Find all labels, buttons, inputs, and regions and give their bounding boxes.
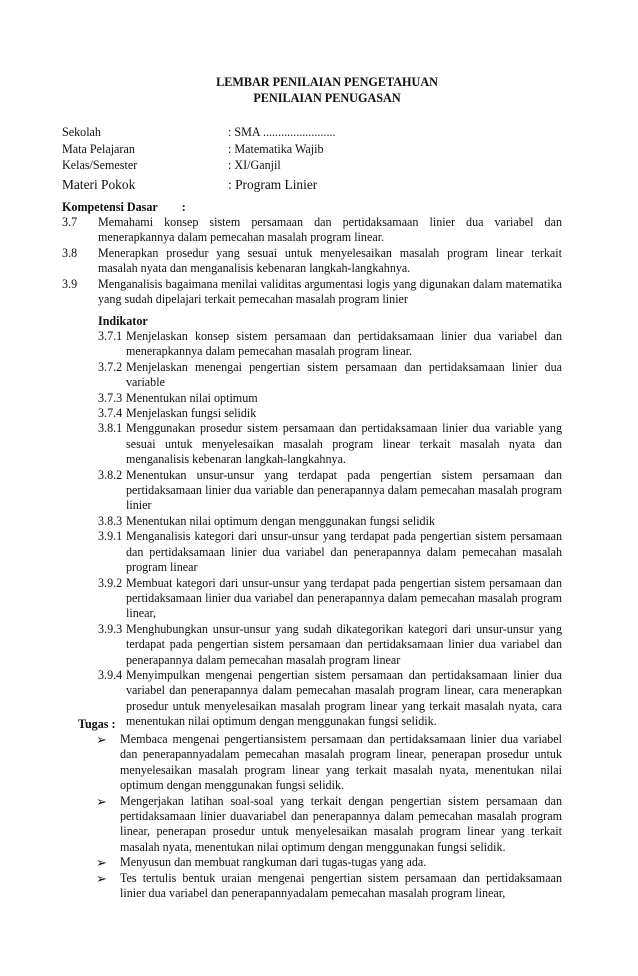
kompetensi-item (62, 277, 562, 308)
document-title: LEMBAR PENILAIAN PENGETAHUAN (216, 75, 438, 89)
indikator-text: Menjelaskan menengai pengertian sistem persamaan dan pertidaksamaan linier dua variable (126, 359, 562, 390)
indikator-number: 3.7.3 (98, 390, 123, 405)
indikator-text: Menjelaskan konsep sistem persamaan dan pertidaksamaan linier dua variabel dan menerapkannya dalam pemecahan masalah program linear. (126, 329, 562, 359)
kompetensi-item (62, 246, 562, 277)
indikator-number: 3.9.3 (98, 621, 123, 636)
tugas-item (96, 732, 562, 794)
indikator-item (98, 576, 562, 622)
indikator-text: Menggunakan prosedur sistem persamaan dan pertidaksamaan linier dua variable yang sesuai untuk menyelesaikan masalah program linear terkait masalah nyata dan menganalisis kebenaran langkah-langkahnya. (126, 421, 562, 467)
tugas-text: Membaca mengenai pengertiansistem persamaan dan pertidaksamaan linier dua variabel dan penerapannyadalam pemecahan masalah program linear, penerapan prosedur untuk menyelesaikan masalah program linear yang terkait masalah nyata, menentukan nilai optimum dengan menggunakan fungsi selidik. (120, 732, 562, 793)
indikator-text: Membuat kategori dari unsur-unsur yang terdapat pada pengertian sistem persamaan dan pertidaksamaan linier dua variabel dan penerapannya dalam pemecahan masalah program linear, (126, 575, 562, 621)
indikator-item (98, 468, 562, 514)
arrow-bullet-icon: ➢ (96, 732, 107, 747)
indikator-text: Menentukan nilai optimum (126, 390, 258, 405)
indikator-item (98, 668, 562, 730)
info-value: : Program Linier (228, 176, 318, 192)
kompetensi-text: Memahami konsep sistem persamaan dan pertidaksamaan linier dua variabel dan menerapkannya dalam pemecahan masalah program linear. (98, 215, 562, 245)
indikator-text: Menjelaskan fungsi selidik (126, 406, 257, 421)
tugas-list (96, 732, 562, 901)
info-label: Sekolah (62, 125, 101, 139)
info-value: : SMA ........................ (228, 125, 336, 139)
document-subtitle: PENILAIAN PENUGASAN (253, 91, 401, 105)
kompetensi-number: 3.7 (62, 215, 78, 229)
indikator-number: 3.7.4 (98, 406, 123, 421)
indikator-number: 3.8.1 (98, 421, 123, 436)
kompetensi-item (62, 215, 562, 246)
indikator-item (98, 622, 562, 668)
kompetensi-number: 3.8 (62, 245, 78, 260)
tugas-text: Menyusun dan membuat rangkuman dari tugas-tugas yang ada. (120, 855, 427, 870)
tugas-item (96, 871, 562, 902)
info-label: Mata Pelajaran (62, 141, 135, 156)
info-table (62, 125, 562, 194)
indikator-text: Menentukan nilai optimum dengan menggunakan fungsi selidik (126, 513, 436, 528)
indikator-number: 3.9.4 (98, 667, 123, 682)
info-row-mata-pelajaran (62, 142, 562, 159)
indikator-item (98, 421, 562, 467)
indikator-number: 3.8.2 (98, 467, 123, 482)
info-value: : Matematika Wajib (228, 141, 324, 156)
tugas-item (96, 855, 562, 870)
indikator-list (98, 329, 562, 730)
arrow-bullet-icon: ➢ (96, 870, 107, 886)
tugas-heading: Tugas : (78, 717, 116, 731)
info-row-sekolah (62, 125, 562, 142)
kompetensi-text: Menganalisis bagaimana menilai validitas argumentasi logis yang digunakan dalam matematika yang sudah dipelajari terkait pemecahan masalah program linier (98, 276, 562, 307)
arrow-bullet-icon: ➢ (96, 855, 107, 871)
indikator-item (98, 514, 562, 529)
info-label: Materi Pokok (62, 176, 136, 192)
kompetensi-heading-colon: : (181, 200, 186, 214)
indikator-item (98, 329, 562, 360)
kompetensi-text: Menerapkan prosedur yang sesuai untuk menyelesaikan masalah program linear terkait masalah nyata dan menganalisis kebenaran langkah-langkahnya. (98, 245, 562, 276)
indikator-number: 3.8.3 (98, 513, 123, 528)
kompetensi-list (62, 215, 562, 307)
info-row-materi-pokok (62, 175, 562, 194)
arrow-bullet-icon: ➢ (96, 793, 107, 809)
indikator-text: Menganalisis kategori dari unsur-unsur yang terdapat pada pengertian sistem persamaan dan pertidaksamaan linier dua variabel dan penerapannya dalam pemecahan masalah program linear (126, 529, 562, 575)
tugas-text: Mengerjakan latihan soal-soal yang terkait dengan pengertian sistem persamaan dan pertidaksamaan linier duavariabel dan penerapannya dalam pemecahan masalah program linear, penerapan prosedur untuk menyelesaikan masalah program linear yang terkait masalah nyata, menentukan nilai optimum dengan menggunakan fungsi selidik. (120, 793, 562, 854)
kompetensi-heading (62, 200, 186, 215)
kompetensi-number: 3.9 (62, 276, 78, 291)
indikator-text: Menentukan unsur-unsur yang terdapat pada pengertian sistem persamaan dan pertidaksamaan linier dua variable dan penerapannya dalam pemecahan masalah program linier (126, 467, 562, 513)
indikator-number: 3.7.2 (98, 359, 123, 374)
indikator-number: 3.9.1 (98, 529, 123, 544)
indikator-number: 3.9.2 (98, 575, 123, 590)
indikator-heading: Indikator (98, 314, 148, 328)
indikator-number: 3.7.1 (98, 329, 123, 343)
info-value: : XI/Ganjil (228, 158, 281, 172)
indikator-text: Menyimpulkan mengenai pengertian sistem persamaan dan pertidaksamaan linier dua variabel dan penerapannya dalam pemecahan masalah program linear, cara menerapkan prosedur untuk menyelesaikan masalah program linear yang terkait masalah nyata, cara menentukan nilai optimum dengan menggunakan fungsi selidik. (126, 667, 562, 729)
indikator-item (98, 360, 562, 391)
indikator-text: Menghubungkan unsur-unsur yang sudah dikategorikan kategori dari unsur-unsur yang terdapat pada pengertian sistem persamaan dan pertidaksamaan linier dua variabel dan penerapannya dalam pemecahan masalah program linear (126, 621, 562, 667)
tugas-text: Tes tertulis bentuk uraian mengenai pengertian sistem persamaan dan pertidaksamaan linier dua variabel dan penerapannyadalam pemecahan masalah program linear, (120, 870, 562, 901)
info-row-kelas-semester (62, 158, 562, 175)
tugas-item (96, 794, 562, 856)
kompetensi-heading-label: Kompetensi Dasar (62, 200, 158, 214)
indikator-item (98, 391, 562, 406)
info-label: Kelas/Semester (62, 158, 138, 172)
indikator-item (98, 406, 562, 421)
indikator-item (98, 529, 562, 575)
